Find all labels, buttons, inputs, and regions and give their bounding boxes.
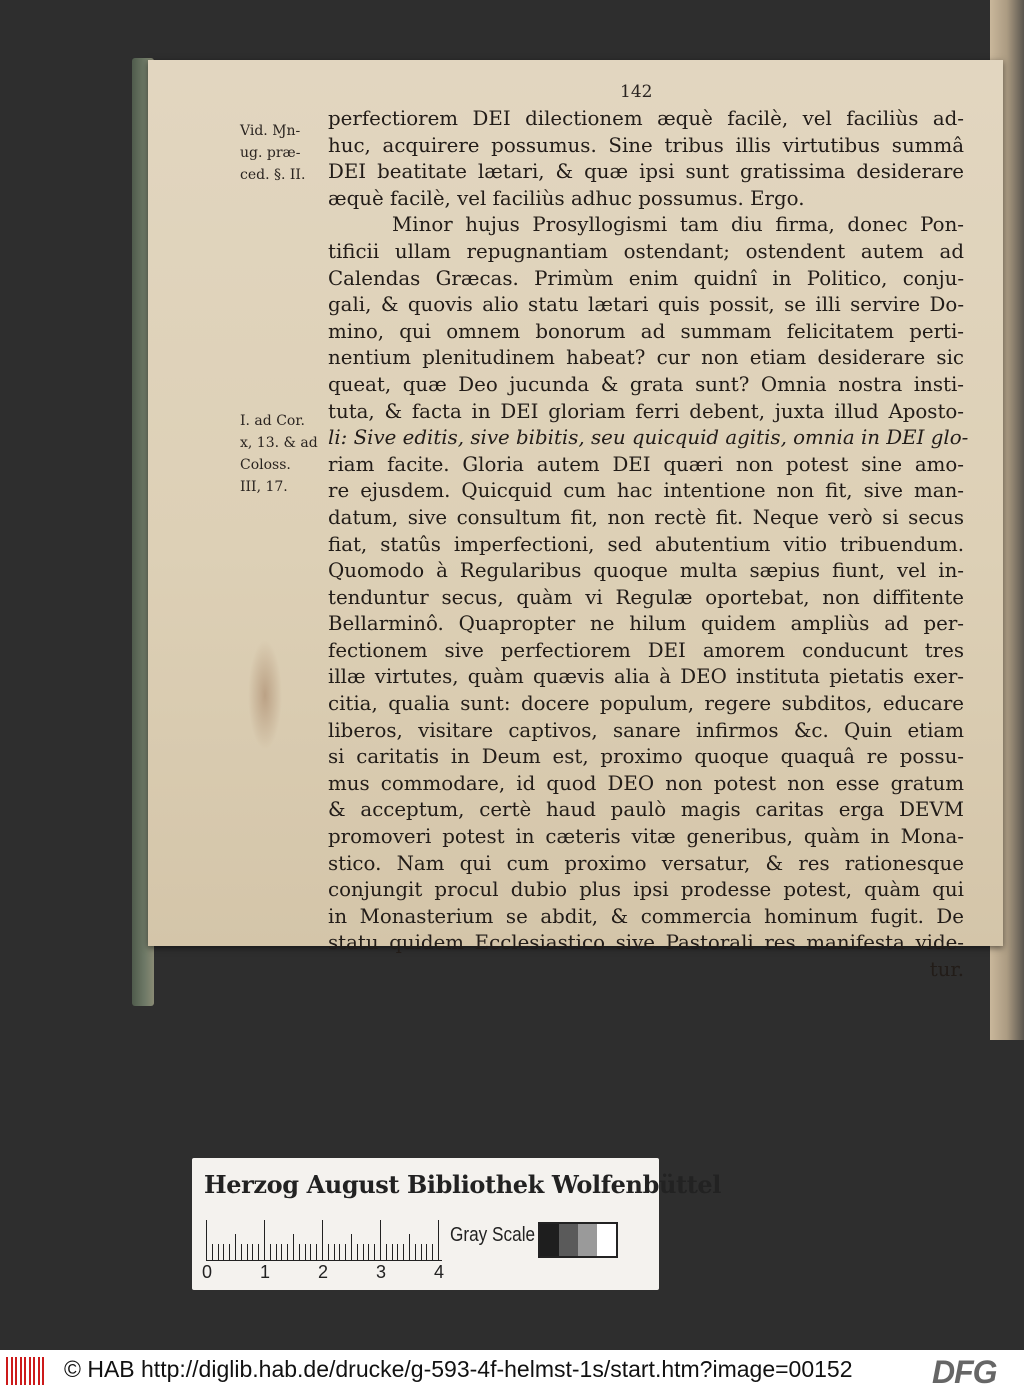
ruler-label: 2 <box>318 1262 329 1282</box>
ruler-tick <box>252 1244 253 1260</box>
text-line: DEI beatitate lætari, & quæ ipsi sunt gratissima desiderare <box>328 160 964 184</box>
text-line: si caritatis in Deum est, proximo quoque quaquâ re possu- <box>328 745 964 769</box>
page-number: 142 <box>620 82 653 102</box>
page-stain <box>248 640 282 750</box>
ruler-tick <box>305 1244 306 1260</box>
text-line: statu quidem Ecclesiastico sive Pastorali res manifesta vide- <box>328 931 964 955</box>
ruler-tick <box>328 1244 329 1260</box>
text-line: queat, quæ Deo jucunda & grata sunt? Omnia nostra insti- <box>328 372 964 396</box>
ruler-tick <box>357 1244 358 1260</box>
ruler-tick <box>409 1234 410 1260</box>
ruler-tick <box>392 1244 393 1260</box>
ruler-tick <box>339 1244 340 1260</box>
gray-swatch <box>597 1224 616 1256</box>
ruler-tick <box>397 1244 398 1260</box>
ruler-tick <box>299 1244 300 1260</box>
text-line: gali, & quovis alio statu lætari quis possit, se illi servire Do- <box>328 293 964 317</box>
text-line: Bellarminô. Quapropter ne hilum quidem ampliùs ad per- <box>328 612 964 636</box>
ruler-tick <box>438 1220 439 1260</box>
gray-swatch <box>540 1224 559 1256</box>
dfg-logo: DFG <box>932 1354 997 1390</box>
footer-bar <box>0 1350 1024 1391</box>
text-line: tenduntur secus, quàm vi Regulæ oportebat, non diffitente <box>328 585 964 609</box>
ruler-tick <box>386 1244 387 1260</box>
copyright-url: © HAB http://diglib.hab.de/drucke/g-593-4f-helmst-1s/start.htm?image=00152 <box>64 1356 853 1382</box>
ruler-tick <box>426 1244 427 1260</box>
ruler-tick <box>223 1244 224 1260</box>
ruler-tick <box>363 1244 364 1260</box>
ruler-tick <box>229 1244 230 1260</box>
text-line: re ejusdem. Quicquid cum hac intentione non fit, sive man- <box>328 479 964 503</box>
color-calibration-card <box>192 1158 721 1290</box>
ruler-label: 4 <box>434 1262 445 1282</box>
text-line: in Monasterium se abdit, & commercia hominum fugit. De <box>328 904 964 928</box>
margin-note-2: I. ad Cor. x, 13. & ad Coloss. III, 17. <box>240 413 318 495</box>
library-name: Herzog August Bibliothek Wolfenbüttel <box>204 1170 721 1199</box>
text-line: fectionem sive perfectiorem DEI amorem conducunt tres <box>328 638 964 662</box>
ruler-tick <box>374 1244 375 1260</box>
ruler-tick <box>403 1244 404 1260</box>
ruler-tick <box>380 1220 381 1260</box>
ruler-label: 3 <box>376 1262 387 1282</box>
ruler-tick <box>368 1244 369 1260</box>
text-line: li: Sive editis, sive bibitis, seu quicquid agitis, omnia in DEI glo- <box>328 426 969 450</box>
text-line: riam facite. Gloria autem DEI quæri non potest sine amo- <box>328 452 964 476</box>
ruler-tick <box>270 1244 271 1260</box>
ruler-tick <box>218 1244 219 1260</box>
ruler-tick <box>247 1244 248 1260</box>
ruler-tick <box>316 1244 317 1260</box>
ruler-tick <box>241 1244 242 1260</box>
margin-note-1: Vid. Ɱn- ug. præ- ced. §. II. <box>240 123 306 183</box>
text-line: tur. <box>929 958 964 981</box>
ruler-tick <box>345 1244 346 1260</box>
ruler-tick <box>322 1220 323 1260</box>
text-line: nentium plenitudinem habeat? cur non etiam desiderare sic <box>328 346 964 370</box>
text-line: Minor hujus Prosyllogismi tam diu firma, donec Pon- <box>392 213 964 237</box>
ruler-tick <box>421 1244 422 1260</box>
ruler-tick <box>310 1244 311 1260</box>
body-text <box>328 106 969 984</box>
scale-ruler <box>206 1220 442 1262</box>
gray-swatch <box>559 1224 578 1256</box>
ruler-labels <box>202 1262 462 1286</box>
ruler-tick <box>287 1244 288 1260</box>
text-line: promoveri potest in cæteris vitæ generibus, quàm in Mona- <box>328 825 964 849</box>
text-line: citia, qualia sunt: docere populum, regere subditos, educare <box>328 692 964 716</box>
text-line: tuta, & facta in DEI gloriam ferri debent, juxta illud Aposto- <box>328 399 964 423</box>
ruler-tick <box>415 1244 416 1260</box>
gray-swatch <box>578 1224 597 1256</box>
text-line: datum, sive consultum fit, non rectè fit. Neque verò si secus <box>328 505 964 529</box>
ruler-tick <box>258 1244 259 1260</box>
ruler-label: 1 <box>260 1262 271 1282</box>
text-line: fiat, statûs imperfectioni, sed abutentium vitio tribuendum. <box>328 532 964 556</box>
text-line: perfectiorem DEI dilectionem æquè facilè, vel faciliùs ad- <box>328 107 964 130</box>
text-line: tificii ullam repugnantiam ostendant; ostendent autem ad <box>328 239 964 263</box>
gray-scale-label: Gray Scale <box>450 1224 536 1246</box>
text-line: huc, acquirere possumus. Sine tribus illis virtutibus summâ <box>328 133 964 157</box>
ruler-tick <box>281 1244 282 1260</box>
text-line: Calendas Græcas. Primùm enim quidnî in Politico, conju- <box>328 266 964 290</box>
ruler-tick <box>432 1244 433 1260</box>
book-page <box>148 60 1003 981</box>
gray-scale-swatch <box>538 1222 618 1258</box>
text-line: stico. Nam qui cum proximo versatur, & res rationesque <box>328 851 964 875</box>
ruler-tick <box>264 1220 265 1260</box>
ruler-label: 0 <box>202 1262 213 1282</box>
ruler-tick <box>235 1234 236 1260</box>
text-line: liberos, visitare captivos, sanare infirmos &c. Quin etiam <box>328 718 964 742</box>
text-line: æquè facilè, vel faciliùs adhuc possumus. Ergo. <box>328 186 805 210</box>
ruler-tick <box>206 1220 207 1260</box>
text-line: & acceptum, certè haud paulò magis caritas erga DEVM <box>328 798 964 822</box>
ruler-tick <box>212 1244 213 1260</box>
ruler-tick <box>276 1244 277 1260</box>
text-line: mino, qui omnem bonorum ad summam felicitatem perti- <box>328 319 964 343</box>
ruler-tick <box>334 1244 335 1260</box>
text-line: mus commodare, id quod DEO non potest non esse gratum <box>328 771 964 795</box>
ruler-tick <box>293 1234 294 1260</box>
ruler-tick <box>351 1234 352 1260</box>
text-line: conjungit procul dubio plus ipsi prodesse potest, quàm qui <box>328 878 964 902</box>
text-line: illæ virtutes, quàm quævis alia à DEO instituta pietatis exer- <box>328 665 964 689</box>
barcode-icon <box>6 1357 46 1385</box>
text-line: Quomodo à Regularibus quoque multa sæpius fiunt, vel in- <box>328 559 964 583</box>
